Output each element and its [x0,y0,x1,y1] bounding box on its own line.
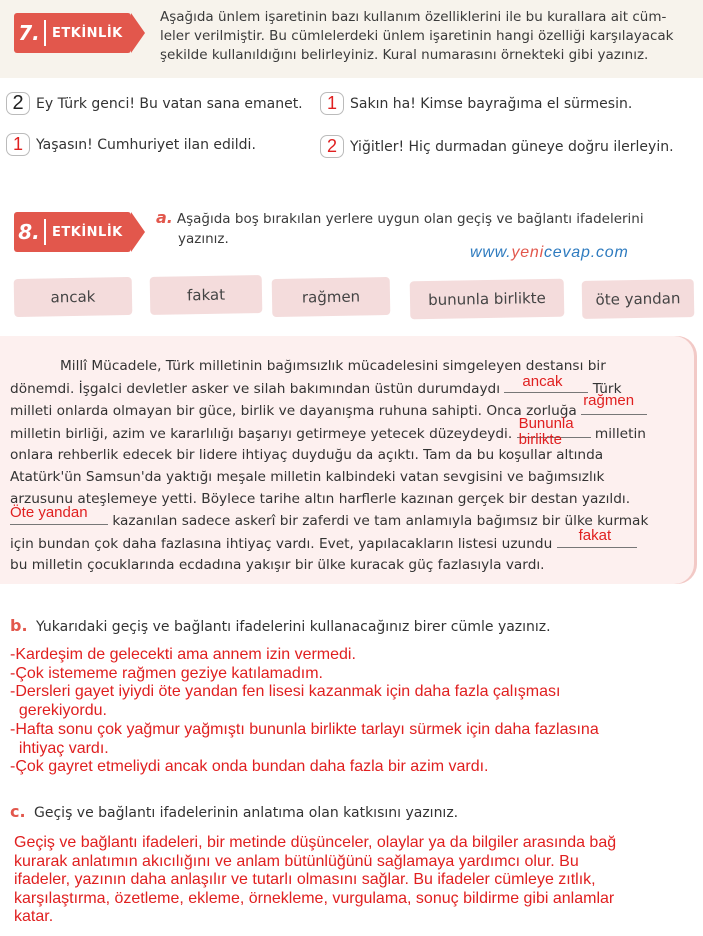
passage-fragment: milleti onlarda olmayan bir güce, birlik ve dayanışma ruhuna sahipti. Onca zorluğa [10,403,577,420]
passage-fragment: kazanılan sadece askerî bir zaferdi ve tam anlamıyla bağımsız bir ülke kurmak [112,513,649,530]
instruction-line: Aşağıda boş bırakılan yerlere uygun olan geçiş ve bağlantı ifadelerini [176,211,644,227]
passage-line [10,526,690,556]
blank-3[interactable] [517,414,591,448]
answer-fill: birlikte [518,430,562,448]
instruction-line: Aşağıda ünlem işaretinin bazı kullanım özelliklerini ile bu kurallara ait cüm- [160,9,667,25]
answer-line: -Çok istememe rağmen geziye katılamadım. [10,664,323,682]
rule-number: 2 [326,136,337,156]
blank-4[interactable] [10,504,108,525]
activity8-part-a-instruction [156,208,696,249]
activity8-badge [14,212,131,252]
answer-fill: fakat [578,526,612,544]
passage-fragment: milletin [594,425,646,442]
example-sentence: Yiğitler! Hiç durmadan güneye doğru ilerleyin. [350,138,674,155]
activity7-badge [14,13,131,53]
activity7-item [320,92,632,115]
passage-line: Millî Mücadele, Türk milletinin bağımsızlık mücadelesini simgeleyen destansı bir [60,358,606,374]
activity7-instruction [160,8,695,65]
rule-number-box[interactable] [6,92,30,115]
rule-number: 2 [12,92,24,114]
watermark-part: www. [470,244,512,261]
activity7-item [6,92,303,115]
answer-line: ifadeler, yazının daha anlaşılır ve tutarlı olmasını sağlar. Bu ifadeler cümleye zıtlık, [14,871,596,889]
activity7-badge-label: ETKİNLİK [52,25,123,41]
blank-1[interactable] [504,372,588,393]
activity7-badge-number: 7. [18,21,40,45]
instruction-line: leler verilmiştir. Bu cümlelerdeki ünlem işaretinin hangi özelliği karşılayacak [160,28,674,44]
site-watermark [470,244,629,262]
word-chip-ragmen[interactable]: rağmen [272,277,391,317]
part-a-label: a. [156,208,173,227]
question-text: Geçiş ve bağlantı ifadelerinin anlatıma olan katkısını yazınız. [34,805,459,821]
answer-fill: Öte yandan [10,504,88,522]
word-chip-bununla-birlikte[interactable]: bununla birlikte [410,279,565,320]
badge-divider [44,219,46,245]
question-text: Yukarıdaki geçiş ve bağlantı ifadelerini kullanacağınız birer cümle yazınız. [35,619,551,635]
part-b-answers[interactable] [10,646,690,777]
example-sentence: Yaşasın! Cumhuriyet ilan edildi. [36,136,256,153]
answer-fill: rağmen [583,392,635,410]
answer-fill: ancak [522,372,563,390]
watermark-part: yeni [511,244,544,261]
passage-text [10,356,690,577]
answer-line: ihtiyaç vardı. [10,739,109,757]
answer-line: -Çok gayret etmeliydi ancak onda bundan daha fazla bir azim vardı. [10,758,489,776]
passage-line: bu milletin çocuklarında ecdadına yakışır bir ülke kuracak güç fazlasıyla vardı. [10,557,545,574]
watermark-part: cevap.com [544,244,629,261]
activity8-badge-label: ETKİNLİK [52,224,123,240]
answer-line: -Hafta sonu çok yağmur yağmıştı bununla birlikte tarlayı sürmek için daha fazlasına [10,720,599,738]
word-chip-fakat[interactable]: fakat [150,275,263,315]
passage-fragment: için bundan çok daha fazlasına ihtiyaç vardı. Evet, yapılacakların listesi uzundu [10,535,553,552]
passage-line [10,414,690,448]
part-b-label: b. [10,616,28,635]
answer-line: Geçiş ve bağlantı ifadeleri, bir metinde düşünceler, olaylar ya da bilgiler arasında bağ [14,834,617,851]
answer-line: -Kardeşim de gelecekti ama annem izin vermedi. [10,646,356,663]
activity7-item [6,133,256,156]
rule-number-box[interactable] [320,135,344,158]
example-sentence: Sakın ha! Kimse bayrağıma el sürmesin. [350,95,633,112]
part-c-answer[interactable] [14,834,694,927]
passage-fragment: dönemdi. İşgalci devletler asker ve silah bakımından üstün durumdaydı [10,380,501,397]
part-b-question [10,616,551,635]
rule-number: 1 [12,134,23,154]
activity7-item [320,135,674,158]
passage-line: Atatürk'ün Samsun'da yaktığı meşale milletin kalbindeki vatan sevgisini ve bağımsızlık [10,468,605,485]
example-sentence: Ey Türk genci! Bu vatan sana emanet. [36,95,303,112]
passage-line [10,392,690,423]
answer-line: kurarak anlatımın akıcılığını ve anlam bütünlüğünü sağlamaya yardımcı olur. Bu [14,852,579,870]
part-c-question [10,802,458,821]
passage-fragment: Türk [592,380,622,397]
rule-number: 1 [326,93,337,113]
passage-line: arzusunu ateşlemeye yetti. Böylece tarihe altın harflerle kazınan gerçek bir destan yazıldı. [10,490,631,507]
blank-5[interactable] [557,526,637,548]
rule-number-box[interactable] [320,92,344,115]
blank-2[interactable] [581,392,647,415]
word-chip-ote-yandan[interactable]: öte yandan [582,279,695,319]
badge-divider [44,20,46,46]
word-chip-ancak[interactable]: ancak [14,277,133,317]
answer-line: gerekiyordu. [10,702,107,720]
answer-line: katar. [14,908,54,926]
passage-fragment: milletin birliği, azim ve kararlılığı başarıyı getirmeye yetecek düzeydeydi. [10,425,513,442]
instruction-line: şekilde kullanıldığını belirleyiniz. Kural numarasını örnekteki gibi yazınız. [160,47,649,63]
rule-number-box[interactable] [6,133,30,156]
answer-fill: Bununla [518,414,574,432]
passage-line: onlara rehberlik edecek bir lidere ihtiyaç duyduğu da açıktı. Tam da bu koşullar altında [10,447,604,464]
activity8-badge-number: 8. [18,220,40,244]
answer-line: karşılaştırma, özetleme, ekleme, örnekleme, vurgulama, sonuç bildirme gibi anlamlar [14,889,615,907]
part-c-label: c. [10,802,26,821]
instruction-line: yazınız. [178,231,229,247]
answer-line: -Dersleri gayet iyiydi öte yandan fen lisesi kazanmak için daha fazla çalışması [10,683,561,701]
